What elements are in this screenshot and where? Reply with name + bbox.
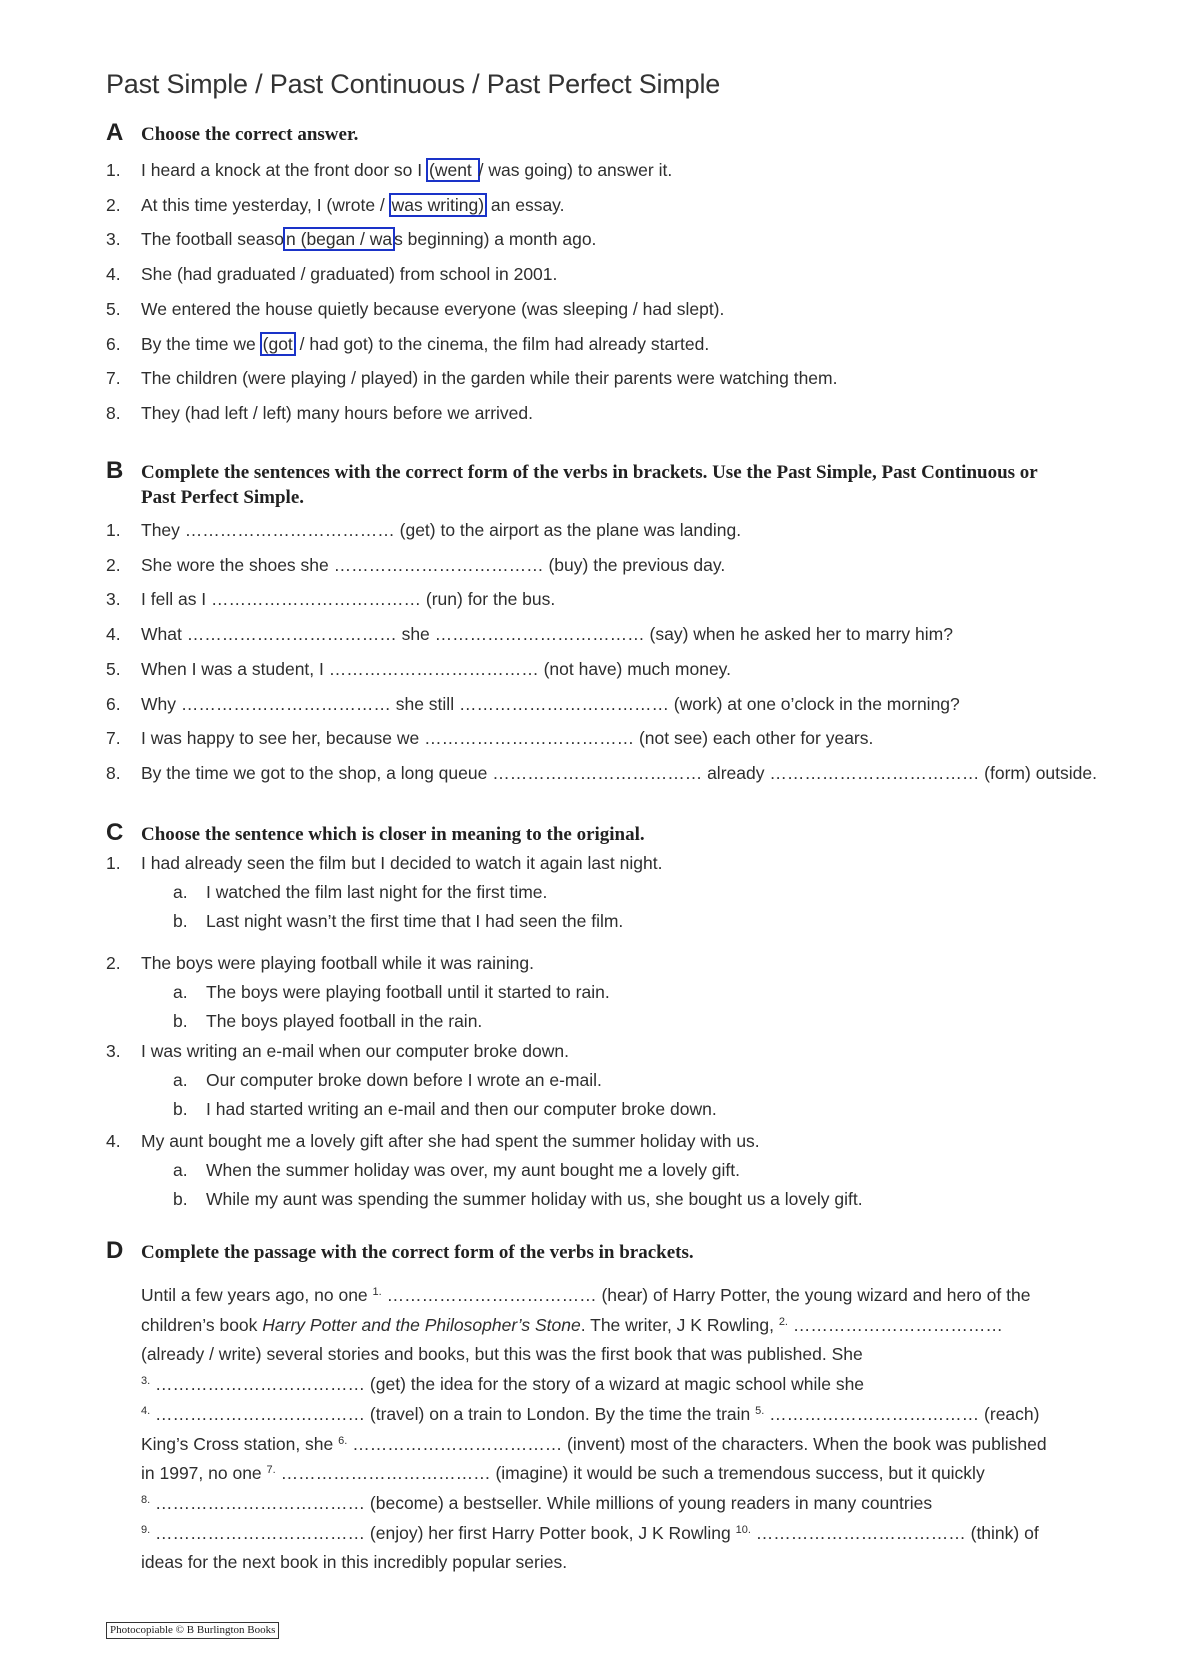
question-text-part: The football seaso <box>141 229 285 250</box>
question-number: 1. <box>106 520 121 540</box>
question-text <box>141 298 724 320</box>
option-label: a. <box>173 882 188 902</box>
answer-highlight-box: n (began / wa <box>283 227 395 251</box>
section-c-title: Choose the sentence which is closer in meaning to the original. <box>141 824 645 845</box>
question-text <box>141 228 596 250</box>
question-text: What ……………………………… she ……………………………… (say) when he asked her to marry him? <box>141 624 953 645</box>
section-d-passage <box>141 1281 1141 1578</box>
gap-number: 7. <box>266 1464 276 1477</box>
question-number: 4. <box>106 624 121 645</box>
question-number: 7. <box>106 728 121 749</box>
passage-line <box>141 1340 1141 1370</box>
question-text-part: s beginning) a month ago. <box>394 229 597 250</box>
question-text <box>141 159 672 181</box>
passage-text: ……………………………… (imagine) it would be such a tremendous success, but it quickly <box>275 1463 985 1484</box>
question-text: She wore the shoes she ……………………………… (buy) the previous day. <box>141 554 726 575</box>
passage-text: ……………………………… (become) a bestseller. While millions of young readers in many countries <box>150 1492 933 1513</box>
passage-line <box>141 1311 1141 1341</box>
passage-line <box>141 1281 1141 1311</box>
question-number: 6. <box>106 333 121 354</box>
question-text-part: I heard a knock at the front door so I <box>141 160 427 180</box>
passage-text: ……………………………… (get) the idea for the story of a wizard at magic school while she <box>150 1374 865 1395</box>
question-number: 1. <box>106 853 121 873</box>
section-c-header <box>106 819 1126 847</box>
question-number: 5. <box>106 298 121 319</box>
question-number: 2. <box>106 194 121 215</box>
question-text <box>141 402 533 424</box>
passage-text: in 1997, no one <box>141 1463 267 1484</box>
option-label: a. <box>173 1070 188 1090</box>
option-text: Last night wasn’t the first time that I had seen the film. <box>206 911 624 931</box>
passage-text: ……………………………… (invent) most of the characters. When the book was published <box>347 1433 1047 1454</box>
section-a-letter: A <box>106 119 124 146</box>
copyright-footer: Photocopiable © B Burlington Books <box>106 1622 279 1639</box>
book-title: Harry Potter and the Philosopher’s Stone <box>262 1314 581 1335</box>
passage-text: ……………………………… (hear) of Harry Potter, the young wizard and hero of the <box>381 1285 1031 1305</box>
question-number: 2. <box>106 554 121 575</box>
option-text: I watched the film last night for the first time. <box>206 882 548 902</box>
question-number: 3. <box>106 1041 121 1061</box>
question-text-part: By the time we <box>141 333 261 354</box>
option-text: The boys played football in the rain. <box>206 1011 483 1031</box>
gap-number: 10. <box>735 1523 751 1536</box>
question-text: By the time we got to the shop, a long queue ……………………………… already ……………………………… (form) outside. <box>141 762 1097 783</box>
passage-line <box>141 1548 1141 1578</box>
question-text: I fell as I ……………………………… (run) for the bus. <box>141 589 556 610</box>
answer-highlight-box: (went <box>426 158 480 182</box>
question-text-part: The children (were playing / played) in the garden while their parents were watching them. <box>141 368 838 389</box>
question-text <box>141 367 837 389</box>
gap-number: 3. <box>141 1375 151 1388</box>
gap-number: 6. <box>338 1434 348 1447</box>
question-text-part: She (had graduated / graduated) from school in 2001. <box>141 264 558 285</box>
section-b-header <box>106 457 1126 510</box>
option-label: b. <box>173 911 188 931</box>
answer-highlight-box: was writing) <box>389 193 487 217</box>
question-text <box>141 333 709 355</box>
passage-text: Until a few years ago, no one <box>141 1285 373 1305</box>
section-b-title-line2: Past Perfect Simple. <box>141 487 305 508</box>
question-text: I had already seen the film but I decided to watch it again last night. <box>141 853 663 873</box>
passage-line <box>141 1400 1141 1430</box>
question-text: Why ……………………………… she still ……………………………… (work) at one o’clock in the morning? <box>141 693 960 714</box>
question-number: 8. <box>106 402 121 423</box>
option-label: b. <box>173 1099 188 1119</box>
passage-text: ……………………………… (think) of <box>750 1522 1039 1543</box>
gap-number: 8. <box>141 1493 151 1506</box>
question-text-part: At this time yesterday, I (wrote / <box>141 194 390 215</box>
passage-text: ideas for the next book in this incredibly popular series. <box>141 1552 568 1573</box>
option-text: While my aunt was spending the summer holiday with us, she bought us a lovely gift. <box>206 1189 863 1209</box>
option-label: a. <box>173 982 188 1002</box>
question-text: My aunt bought me a lovely gift after she had spent the summer holiday with us. <box>141 1131 760 1151</box>
gap-number: 5. <box>755 1404 765 1417</box>
option-text: I had started writing an e-mail and then our computer broke down. <box>206 1099 717 1119</box>
option-label: a. <box>173 1160 188 1180</box>
question-number: 2. <box>106 953 121 973</box>
question-number: 7. <box>106 368 121 389</box>
question-text-part: an essay. <box>486 194 565 215</box>
question-number: 1. <box>106 160 121 180</box>
question-number: 8. <box>106 762 121 783</box>
section-b-letter: B <box>106 457 124 484</box>
passage-text: ……………………………… <box>788 1314 1003 1335</box>
passage-text: ……………………………… (reach) <box>764 1403 1040 1424</box>
question-text: I was happy to see her, because we ……………………………… (not see) each other for years. <box>141 728 874 749</box>
section-d-title: Complete the passage with the correct form of the verbs in brackets. <box>141 1242 694 1263</box>
section-d-letter: D <box>106 1237 124 1264</box>
option-text: When the summer holiday was over, my aunt bought me a lovely gift. <box>206 1160 741 1180</box>
question-number: 6. <box>106 693 121 714</box>
page-title: Past Simple / Past Continuous / Past Perfect Simple <box>106 69 721 99</box>
question-text-part: They (had left / left) many hours before we arrived. <box>141 402 533 423</box>
passage-line <box>141 1459 1141 1489</box>
passage-text: (already / write) several stories and books, but this was the first book that was published. She <box>141 1344 863 1365</box>
passage-text: ……………………………… (enjoy) her first Harry Potter book, J K Rowling <box>150 1522 736 1543</box>
question-text <box>141 263 557 285</box>
option-label: b. <box>173 1189 188 1209</box>
gap-number: 2. <box>778 1315 788 1328</box>
option-label: b. <box>173 1011 188 1031</box>
section-a-title: Choose the correct answer. <box>141 124 359 145</box>
passage-line <box>141 1489 1141 1519</box>
question-text <box>141 194 565 216</box>
section-d-header <box>106 1237 1126 1265</box>
question-text-part: / had got) to the cinema, the film had already started. <box>294 333 710 354</box>
passage-text: King’s Cross station, she <box>141 1433 339 1454</box>
option-text: The boys were playing football until it started to rain. <box>206 982 610 1002</box>
question-number: 3. <box>106 589 121 610</box>
question-number: 4. <box>106 1131 121 1151</box>
answer-highlight-box: (got <box>260 332 296 356</box>
passage-text: . The writer, J K Rowling, <box>580 1314 779 1335</box>
question-number: 5. <box>106 658 121 679</box>
section-b-title-line1: Complete the sentences with the correct form of the verbs in brackets. Use the Past Simple, Past Continuous or <box>141 462 1038 483</box>
gap-number: 4. <box>141 1404 151 1417</box>
question-text: The boys were playing football while it was raining. <box>141 953 534 973</box>
question-number: 3. <box>106 229 121 250</box>
gap-number: 1. <box>372 1286 382 1298</box>
question-text: When I was a student, I ……………………………… (not have) much money. <box>141 658 731 679</box>
gap-number: 9. <box>141 1523 151 1536</box>
question-text-part: / was going) to answer it. <box>478 160 673 180</box>
question-text: I was writing an e-mail when our computer broke down. <box>141 1041 569 1061</box>
passage-line <box>141 1519 1141 1549</box>
question-text: They ……………………………… (get) to the airport as the plane was landing. <box>141 520 742 540</box>
passage-line <box>141 1430 1141 1460</box>
question-number: 4. <box>106 264 121 285</box>
passage-text: children’s book <box>141 1314 263 1335</box>
section-c-letter: C <box>106 819 124 846</box>
section-a-header <box>106 119 1126 147</box>
passage-line <box>141 1370 1141 1400</box>
passage-text: ……………………………… (travel) on a train to London. By the time the train <box>150 1403 756 1424</box>
option-text: Our computer broke down before I wrote an e-mail. <box>206 1070 602 1090</box>
question-text-part: We entered the house quietly because everyone (was sleeping / had slept). <box>141 298 725 319</box>
